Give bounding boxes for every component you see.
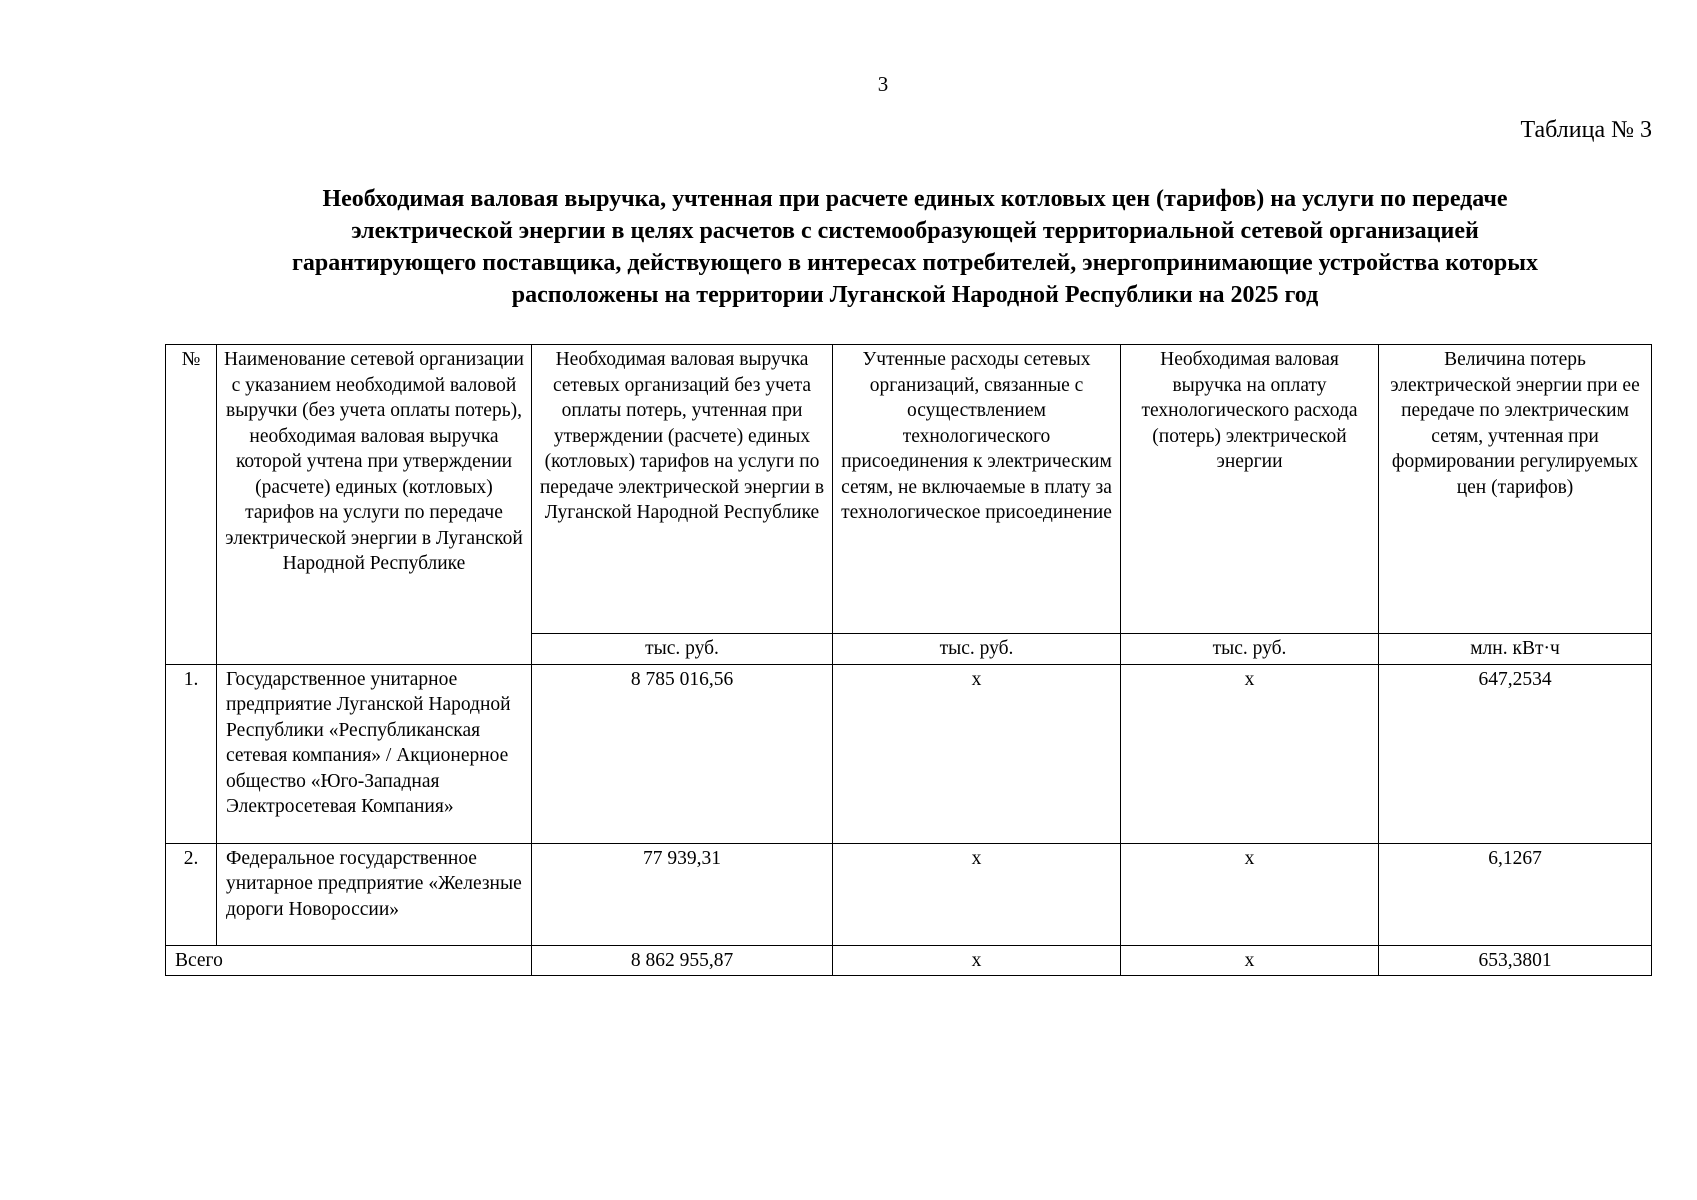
table-row: [166, 664, 1652, 843]
row-num: 2.: [166, 843, 217, 945]
title-line: электрической энергии в целях расчетов с системообразующей территориальной сетевой организацией: [351, 218, 1479, 244]
row-nvv: 8 785 016,56: [532, 664, 833, 843]
row-name: Федеральное государственное унитарное предприятие «Железные дороги Новороссии»: [217, 843, 532, 945]
tariff-table: [165, 344, 1652, 976]
row-tp-costs: х: [833, 843, 1121, 945]
header-name: Наименование сетевой организации с указанием необходимой валовой выручки (без учета оплаты потерь), необходимая валовая выручка которой учтена при утверждении (расчете) единых (котловых) тарифов на услуги по передаче электрической энергии в Луганской Народной Республике: [217, 345, 532, 665]
unit-tp-costs: тыс. руб.: [833, 634, 1121, 665]
total-nvv: 8 862 955,87: [532, 945, 833, 976]
row-losses-payment: х: [1121, 843, 1379, 945]
header-nvv: Необходимая валовая выручка сетевых организаций без учета оплаты потерь, учтенная при утверждении (расчете) единых (котловых) тарифов на услуги по передаче электрической энергии в Луганской Народной Республике: [532, 345, 833, 634]
document-title: [170, 183, 1660, 311]
row-losses-volume: 647,2534: [1379, 664, 1652, 843]
total-row: [166, 945, 1652, 976]
unit-losses-payment: тыс. руб.: [1121, 634, 1379, 665]
table-row: [166, 843, 1652, 945]
total-losses-payment: х: [1121, 945, 1379, 976]
header-tp-costs: Учтенные расходы сетевых организаций, связанные с осуществлением технологического присоединения к электрическим сетям, не включаемые в плату за технологическое присоединение: [833, 345, 1121, 634]
table-label: Таблица № 3: [1520, 117, 1652, 143]
row-name: Государственное унитарное предприятие Луганской Народной Республики «Республиканская сетевая компания» / Акционерное общество «Юго-Западная Электросетевая Компания»: [217, 664, 532, 843]
row-num: 1.: [166, 664, 217, 843]
total-tp-costs: х: [833, 945, 1121, 976]
row-tp-costs: х: [833, 664, 1121, 843]
header-losses-payment: Необходимая валовая выручка на оплату технологического расхода (потерь) электрической энергии: [1121, 345, 1379, 634]
row-losses-volume: 6,1267: [1379, 843, 1652, 945]
row-losses-payment: х: [1121, 664, 1379, 843]
title-line: расположены на территории Луганской Народной Республики на 2025 год: [511, 282, 1319, 308]
title-line: Необходимая валовая выручка, учтенная при расчете единых котловых цен (тарифов) на услуги по передаче: [322, 186, 1508, 212]
title-line: гарантирующего поставщика, действующего в интересах потребителей, энергопринимающие устройства которых: [292, 250, 1538, 276]
total-losses-volume: 653,3801: [1379, 945, 1652, 976]
header-losses-volume: Величина потерь электрической энергии при ее передаче по электрическим сетям, учтенная при формировании регулируемых цен (тарифов): [1379, 345, 1652, 634]
row-nvv: 77 939,31: [532, 843, 833, 945]
unit-losses-volume: млн. кВт·ч: [1379, 634, 1652, 665]
total-label: Всего: [166, 945, 532, 976]
page-number: 3: [877, 72, 889, 96]
unit-nvv: тыс. руб.: [532, 634, 833, 665]
header-num: №: [166, 345, 217, 665]
table-header-row: [166, 345, 1652, 634]
